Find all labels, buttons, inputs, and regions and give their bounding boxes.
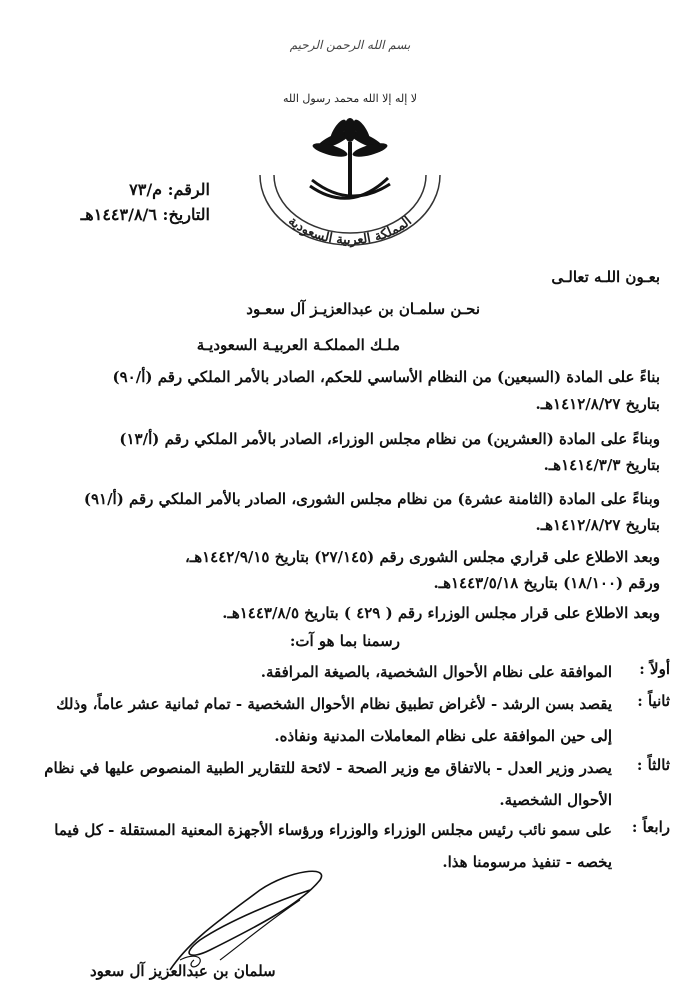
- sovereign-title: ملـك المملكـة العربيـة السعوديـة: [196, 336, 400, 354]
- article-1-text: الموافقة على نظام الأحوال الشخصية، بالصيغة المرافقة.: [260, 663, 612, 681]
- invocation: بعـون اللـه تعالـى: [551, 268, 660, 286]
- reference-number: الرقم: م/٧٣: [129, 180, 210, 199]
- preamble-1-line-2: بتاريخ ١٤١٢/٨/٢٧هـ.: [535, 395, 660, 413]
- preamble-4-line-1: وبعد الاطلاع على قراري مجلس الشورى رقم (٢٧/١٤٥) بتاريخ ١٤٤٢/٩/١٥هـ،: [184, 548, 660, 566]
- article-1-label: أولاً :: [639, 660, 670, 678]
- sovereign-name: نحـن سلمـان بن عبدالعزيـز آل سعـود: [246, 300, 480, 318]
- article-4-label: رابعاً :: [631, 818, 670, 836]
- article-2-text: يقصد بسن الرشد - لأغراض تطبيق نظام الأحوال الشخصية - تمام ثمانية عشر عاماً، وذلك إلى حين الموافقة على نظام المعاملات المدنية ونفاذه.: [56, 695, 612, 745]
- article-3-label: ثالثاً :: [636, 756, 670, 774]
- basmala-heading: بسم الله الرحمن الرحيم: [289, 38, 411, 52]
- decree-date: التاريخ: ١٤٤٣/٨/٦هـ: [80, 205, 210, 224]
- preamble-2-line-2: بتاريخ ١٤١٤/٣/٣هـ.: [543, 456, 660, 474]
- signer-name: سلمان بن عبدالعزيز آل سعود: [90, 962, 276, 980]
- council-decision: وبعد الاطلاع على قرار مجلس الوزراء رقم ( ٤٢٩ ) بتاريخ ١٤٤٣/٨/٥هـ.: [222, 604, 660, 622]
- preamble-3-line-2: بتاريخ ١٤١٢/٨/٢٧هـ.: [535, 516, 660, 534]
- preamble-2-line-1: وبناءً على المادة (العشرين) من نظام مجلس الوزراء، الصادر بالأمر الملكي رقم (أ/١٣): [119, 430, 660, 448]
- article-4-text: على سمو نائب رئيس مجلس الوزراء والوزراء ورؤساء الأجهزة المعنية المستقلة - كل فيما يخصه - تنفيذ مرسومنا هذا.: [54, 821, 612, 871]
- saudi-emblem-icon: [250, 80, 450, 255]
- article-3-text: يصدر وزير العدل - بالاتفاق مع وزير الصحة - لائحة للتقارير الطبية المنصوص عليها في نظام الأحوال الشخصية.: [44, 759, 612, 809]
- article-2-label: ثانياً :: [637, 692, 670, 710]
- preamble-3-line-1: وبناءً على المادة (الثامنة عشرة) من نظام مجلس الشورى، الصادر بالأمر الملكي رقم (أ/٩١): [83, 490, 660, 508]
- emblem-script: لا إله إلا الله محمد رسول الله: [282, 92, 418, 105]
- preamble-4-line-2: ورقم (١٨/١٠٠) بتاريخ ١٤٤٣/٥/١٨هـ.: [433, 574, 660, 592]
- decree-intro: رسمنا بما هو آت:: [289, 632, 400, 650]
- svg-text:المملكة العربية السعودية: [285, 214, 415, 248]
- emblem-ring-text: المملكة العربية السعودية: [285, 213, 415, 249]
- preamble-1-line-1: بناءً على المادة (السبعين) من النظام الأساسي للحكم، الصادر بالأمر الملكي رقم (أ/٩٠): [112, 368, 660, 386]
- reference-block: [70, 180, 210, 230]
